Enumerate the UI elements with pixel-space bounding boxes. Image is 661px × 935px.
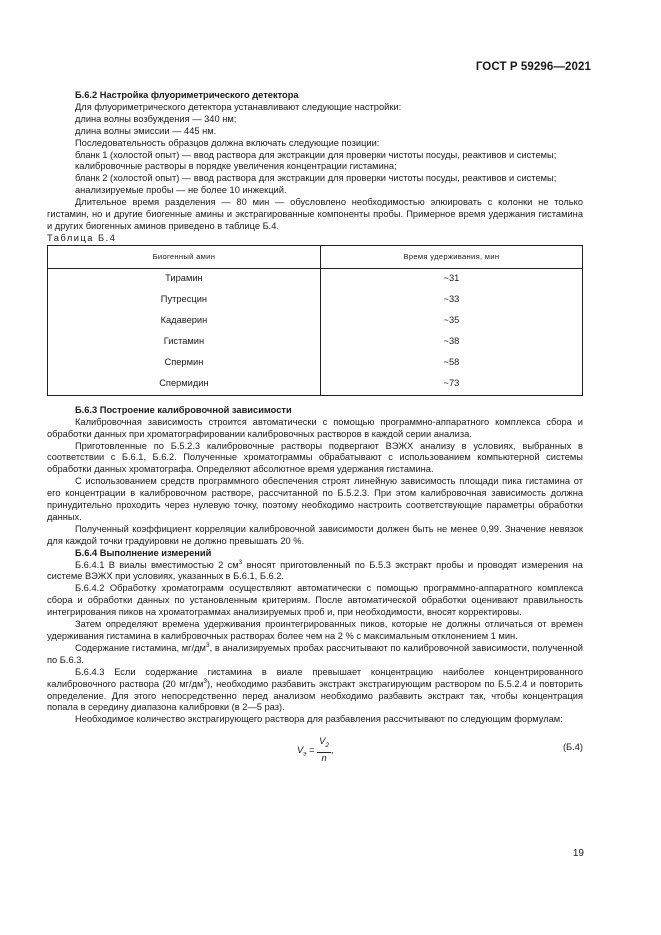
standard-number: ГОСТ Р 59296—2021 <box>475 61 591 73</box>
paragraph: Б.6.4.2 Обработку хроматограмм осуществляют автоматически с помощью программно-аппаратного комплекса сбора и обработки данных по установленным критериям. После автоматической обработки оценивают правильность интегрирования пиков на хроматограммах анализируемых проб и, при необходимости, вносят корректировы. <box>47 583 583 618</box>
amine-cell: Путресцин <box>48 290 321 311</box>
paragraph: Затем определяют времена удерживания проинтегрированных пиков, которые не должны отличаться от времен удерживания гистамина в калибровочных растворах более чем на 2 % с максимальным отклонением 1 мин. <box>47 619 583 641</box>
table-row <box>48 353 583 374</box>
list-item: бланк 1 (холостой опыт) — ввод раствора для экстракции для проверки чистоты посуды, реактивов и системы; <box>75 149 557 160</box>
formula-lhs-subscript: э <box>303 750 307 758</box>
text-fragment: вносят приготовленный по Б.5.3 экстракт пробы и проводят измерения на системе ВЭЖХ при условиях, указанных в Б.6.1, Б.6.2. <box>47 559 583 582</box>
superscript: 3 <box>205 641 210 649</box>
list-item: бланк 2 (холостой опыт) — ввод раствора для экстракции для проверки чистоты посуды, реактивов и системы; <box>75 173 557 184</box>
list-item: анализируемые пробы — не более 10 инжекций. <box>75 185 287 196</box>
table-row <box>48 332 583 353</box>
text-fragment: Содержание гистамина, мг/дм <box>75 642 206 653</box>
retention-time-table <box>47 245 583 396</box>
text-fragment: Б.6.4.1 В виалы вместимостью 2 см <box>75 559 239 570</box>
section-heading-b63: Б.6.3 Построение калибровочной зависимости <box>75 404 292 415</box>
paragraph: Последовательность образцов должна включать следующие позиции: <box>75 137 380 148</box>
column-header-time: Время удерживания, мин <box>320 245 582 268</box>
paragraph: Длительное время разделения — 80 мин — обусловлено необходимостью элюировать с колонки не только гистамин, но и другие биогенные амины и экстрагированные компоненты пробы. Примерное время удержания гистамина и других биогенных аминов приведено в таблице Б.4. <box>47 197 583 231</box>
text-fragment: ), необходимо разбавить экстракт экстрагирующим раствором по Б.5.2.4 и повторить определение. Для этого непосредственно перед анализом необходимо разбавить экстракт так, чтобы концентрация попала в середину диапазона калибровки (в 2—5 раз). <box>47 678 583 713</box>
amine-cell: Спермидин <box>48 374 321 396</box>
column-header-amine: Биогенный амин <box>48 245 321 268</box>
amine-cell: Спермин <box>48 353 321 374</box>
text-fragment: , в анализируемых пробах рассчитывают по калибровочной зависимости, полученной по Б.6.3. <box>47 642 583 665</box>
paragraph: Калибровочная зависимость строится автоматически с помощью программно-аппаратного комплекса сбора и обработки данных при хроматографировании калибровочных растворов в каждой серии анализа. <box>47 416 583 439</box>
paragraph <box>47 667 583 715</box>
table-row <box>48 268 583 290</box>
numerator-var: V <box>319 736 326 747</box>
table-title: Таблица Б.4 <box>47 232 117 243</box>
paragraph <box>47 643 583 667</box>
formula-lhs: V <box>297 745 304 756</box>
paragraph: Необходимое количество экстрагирующего раствора для разбавления рассчитывают по следующим формулам: <box>75 714 563 725</box>
formula-expression <box>297 736 334 765</box>
paragraph: Для флуориметрического детектора устанавливают следующие настройки: <box>75 101 402 112</box>
list-item: длина волны возбуждения — 340 нм; <box>75 113 237 124</box>
numerator-subscript: 2 <box>325 742 329 750</box>
text-fragment: Б.6.4.3 Если содержание гистамина в виале превышает концентрацию наиболее концентрированного калибровочного раствора (20 мг/дм <box>47 666 583 689</box>
list-item: калибровочные растворы в порядке увеличения концентрации гистамина; <box>75 161 397 172</box>
table-row <box>48 311 583 332</box>
list-item: длина волны эмиссии — 445 нм. <box>75 125 217 136</box>
time-cell: ~38 <box>320 332 582 353</box>
page-number: 19 <box>572 848 584 859</box>
formula-equals: = <box>306 745 318 756</box>
formula-fraction <box>317 736 331 765</box>
formula-tail: , <box>330 745 334 756</box>
page-body <box>47 90 583 768</box>
time-cell: ~58 <box>320 353 582 374</box>
formula-denominator: n <box>321 753 327 764</box>
paragraph <box>47 560 583 584</box>
time-cell: ~33 <box>320 290 582 311</box>
section-heading-b62: Б.6.2 Настройка флуориметрического детектора <box>75 90 299 100</box>
formula-b4 <box>47 732 583 768</box>
amine-cell: Кадаверин <box>48 311 321 332</box>
formula-numerator <box>317 736 331 753</box>
time-cell: ~31 <box>320 268 582 290</box>
time-cell: ~73 <box>320 374 582 396</box>
paragraph: С использованием средств программного обеспечения строят линейную зависимость площади пика гистамина от его концентрации в калибровочном растворе, рассчитанной по Б.5.2.3. При этом калибровочная зависимость должна принудительно проходить через нулевую точку, поэтому необходимо настроить соответствующие параметры обработки данных. <box>47 476 583 522</box>
amine-cell: Тирамин <box>48 268 321 290</box>
table-row <box>48 374 583 396</box>
amine-cell: Гистамин <box>48 332 321 353</box>
paragraph: Приготовленные по Б.5.2.3 калибровочные растворы подвергают ВЭЖХ анализу в условиях, выбранных в соответствии с Б.6.1, Б.6.2. Полученные хроматограммы обрабатывают с использованием компьютерной системы обработки данных хроматографа. Определяют абсолютное время удержания гистамина. <box>47 440 583 475</box>
superscript: 3 <box>203 677 208 685</box>
paragraph: Полученный коэффициент корреляции калибровочной зависимости должен быть не менее 0,99. Значение невязок для каждой точки градуировки не должно превышать 20 %. <box>47 523 583 546</box>
section-heading-b64: Б.6.4 Выполнение измерений <box>75 547 212 558</box>
formula-number: (Б.4) <box>562 742 583 753</box>
time-cell: ~35 <box>320 311 582 332</box>
superscript: 3 <box>238 558 243 566</box>
table-row <box>48 290 583 311</box>
